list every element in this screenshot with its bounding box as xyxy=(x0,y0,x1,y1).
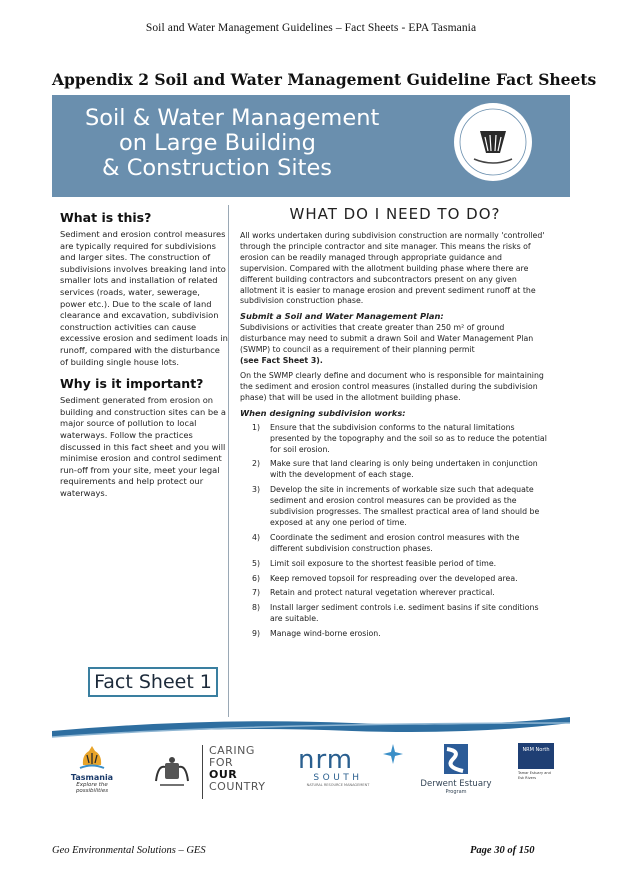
step-text: Install larger sediment controls i.e. sediment basins if site conditions are suitable. xyxy=(270,603,539,624)
tasmania-tagline: Explore the possibilities xyxy=(75,782,109,794)
step-text: Ensure that the subdivision conforms to the natural limitations presented by the topography and the soil so as to reduce the potential for soil erosion. xyxy=(270,422,547,454)
swmp-text: On the SWMP clearly define and document who is responsible for maintaining the sediment and erosion control measures (installed during the subdivision phase) that will be used in the allotment building phase. xyxy=(240,370,544,402)
fact-sheet xyxy=(52,95,570,817)
derwent-estuary-logo xyxy=(416,743,496,795)
step-text: Limit soil exposure to the shortest feasible period of time. xyxy=(270,558,497,568)
step-text: Keep removed topsoil for respreading over the developed area. xyxy=(270,573,518,583)
step-text: Manage wind-borne erosion. xyxy=(270,629,381,639)
wave-swoosh-divider xyxy=(52,715,570,739)
banner-title-line-2: on Large Building xyxy=(119,130,316,156)
plan-reference: (see Fact Sheet 3). xyxy=(240,356,323,366)
plan-heading: Submit a Soil and Water Management Plan: xyxy=(240,311,444,322)
what-heading: What is this? xyxy=(60,210,152,225)
list-item xyxy=(252,532,550,555)
step-text: Coordinate the sediment and erosion control measures with the different subdivision construction phases. xyxy=(270,532,520,553)
cfoc-line-4: COUNTRY xyxy=(209,780,266,793)
why-text: Sediment generated from erosion on building and construction sites can be a major source of pollution to local waterways. Follow the practices discussed in this fact sheet and you will minimise erosion and control sediment run-off from your site, meet your legal requirements and help protect our waterways. xyxy=(60,395,226,498)
step-number: 3) xyxy=(252,485,261,495)
right-column xyxy=(240,205,550,644)
list-item xyxy=(252,629,550,640)
banner-title-line-3: & Construction Sites xyxy=(102,155,333,181)
title-banner xyxy=(52,95,570,197)
tasmania-tiger-icon xyxy=(77,743,107,773)
australian-government-crest-icon xyxy=(152,755,192,789)
step-number: 4) xyxy=(252,532,261,542)
footer-page-number: Page 30 of 150 xyxy=(470,845,535,856)
partner-logos xyxy=(52,743,570,803)
list-item xyxy=(252,573,550,585)
step-text: Retain and protect natural vegetation wherever practical. xyxy=(270,588,495,598)
step-number: 1) xyxy=(252,422,261,432)
left-column xyxy=(60,210,228,499)
running-header: Soil and Water Management Guidelines – Fact Sheets - EPA Tasmania xyxy=(145,22,477,34)
step-number: 2) xyxy=(252,459,261,469)
step-number: 9) xyxy=(252,629,261,639)
column-divider xyxy=(228,205,229,717)
step-number: 6) xyxy=(252,573,261,583)
list-item xyxy=(252,588,550,599)
nrm-star-icon xyxy=(382,743,404,765)
tasmania-logo xyxy=(62,743,122,794)
intro-text: All works undertaken during subdivision construction are normally 'controlled' through the principle contractor and site manager. This means the risks of erosion can be readily managed through appropriate guidance and supervision. Compared with the allotment building phase where there are different building contractors and subcontractors present on any given allotment it is easier to manage erosion and prevent sediment runoff at the subdivision construction phase. xyxy=(240,231,545,306)
design-steps-list xyxy=(252,422,550,640)
list-item xyxy=(252,459,550,481)
what-text: Sediment and erosion control measures are typically required for subdivisions and larger sites. The construction of subdivisions involves breaking land into smaller lots and installation of related services (roads, water, sewerage, power etc.). Due to the scale of land clearance and excavation, subdivision construction activities can cause excessive erosion and sediment loads in runoff, compared with the disturbance of building single house lots. xyxy=(60,229,228,367)
step-text: Make sure that land clearing is only being undertaken in conjunction with the development of each stage. xyxy=(270,459,538,480)
nrm-south-text: SOUTH xyxy=(313,773,363,783)
plan-paragraph xyxy=(240,323,550,367)
tamar-nrm-north-logo xyxy=(518,743,556,780)
nrm-north-badge: NRM North xyxy=(518,743,554,769)
nrm-south-logo xyxy=(298,747,378,787)
soil-water-management-seal-icon xyxy=(452,101,534,183)
derwent-name: Derwent Estuary xyxy=(420,779,492,789)
tasmania-name: Tasmania xyxy=(70,773,114,782)
why-heading: Why is it important? xyxy=(60,376,204,392)
cfoc-line-3: OUR xyxy=(209,768,238,781)
list-item xyxy=(252,485,550,529)
caring-for-our-country-logo xyxy=(202,745,266,799)
appendix-title: Appendix 2 Soil and Water Management Guideline Fact Sheets xyxy=(52,70,597,89)
fact-sheet-label: Fact Sheet 1 xyxy=(88,667,218,697)
banner-title-line-1: Soil & Water Management xyxy=(85,105,380,131)
step-number: 8) xyxy=(252,603,261,613)
cfoc-line-1: CARING xyxy=(209,744,255,757)
derwent-program: Program xyxy=(445,789,467,795)
what-do-i-need-heading: WHAT DO I NEED TO DO? xyxy=(289,205,501,223)
nrm-subtitle: NATURAL RESOURCE MANAGEMENT xyxy=(306,783,370,787)
cfoc-line-2: FOR xyxy=(209,756,234,769)
footer-organisation: Geo Environmental Solutions – GES xyxy=(52,845,206,856)
design-heading: When designing subdivision works: xyxy=(240,407,406,418)
derwent-estuary-icon xyxy=(443,743,469,775)
list-item xyxy=(252,558,550,570)
step-number: 7) xyxy=(252,588,261,598)
list-item xyxy=(252,603,550,625)
plan-text: Subdivisions or activities that create greater than 250 m² of ground disturbance may need to submit a drawn Soil and Water Management Plan (SWMP) to council as a requirement of their planning permit xyxy=(240,323,534,355)
nrm-wordmark: nrm xyxy=(298,745,354,775)
tamar-estuary-text: Tamar Estuary and Esk Rivers xyxy=(518,771,551,780)
list-item xyxy=(252,422,550,456)
step-number: 5) xyxy=(252,558,261,568)
step-text: Develop the site in increments of workable size such that adequate sediment and erosion control measures can be provided as the subdivision progresses. The smallest practical area of land should be exposed at any one period of time. xyxy=(270,485,540,527)
